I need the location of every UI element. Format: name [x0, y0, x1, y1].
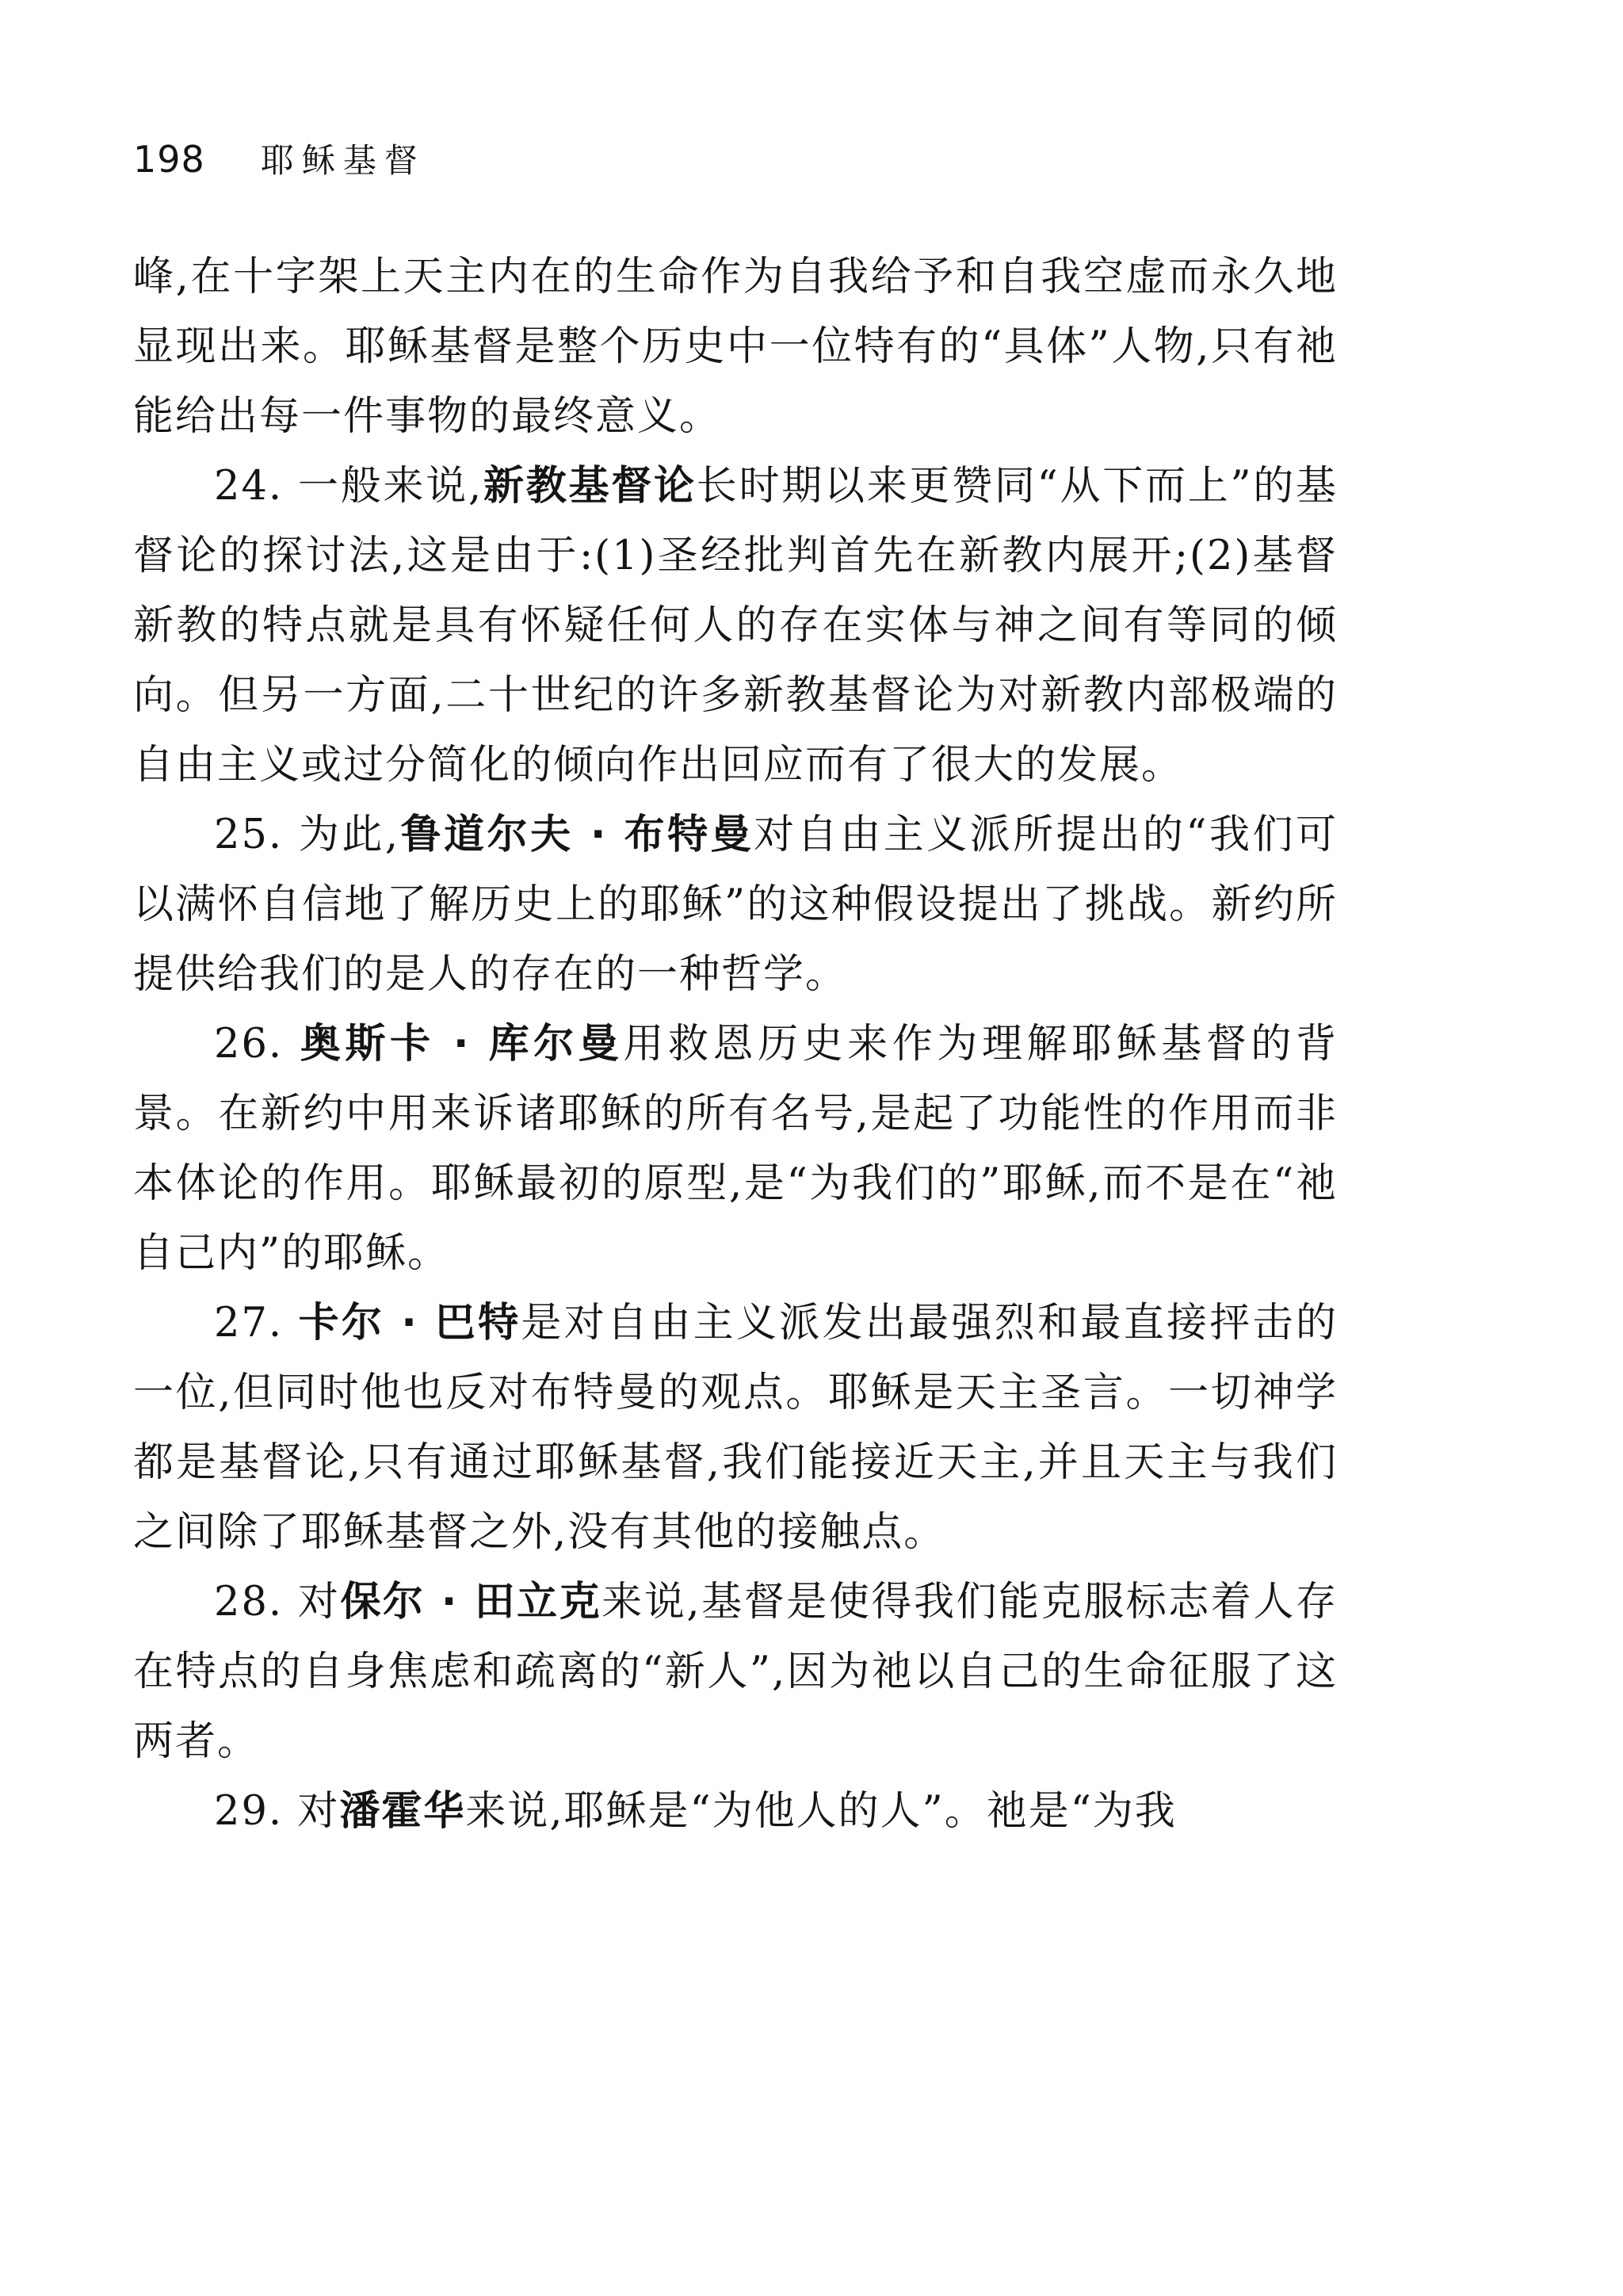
- text-run: 用救恩历史来作为理解耶稣基督的背景。在新约中用来诉诸耶稣的所有名号,是起了功能性的作用而非本体论的作用。耶稣最初的原型,是“为我们的”耶稣,而不是在“祂自己内”的耶稣。: [133, 1021, 1338, 1277]
- paragraph-continuation: [133, 243, 1338, 452]
- text-run: 26.: [214, 1021, 300, 1068]
- paragraph-24: [133, 452, 1338, 800]
- paragraph-29: [133, 1777, 1338, 1847]
- text-run: 28. 对: [214, 1579, 341, 1626]
- page-number: 198: [133, 138, 205, 181]
- text-run: 对自由主义派所提出的“我们可以满怀自信地了解历史上的耶稣”的这种假设提出了挑战。新约所提供给我们的是人的存在的一种哲学。: [133, 812, 1338, 998]
- text-run: 25. 为此,: [214, 812, 400, 858]
- text-run: 是对自由主义派发出最强烈和最直接抨击的一位,但同时他也反对布特曼的观点。耶稣是天主圣言。一切神学都是基督论,只有通过耶稣基督,我们能接近天主,并且天主与我们之间除了耶稣基督之外,没有其他的接触点。: [133, 1300, 1338, 1556]
- bold-term: 鲁道尔夫 · 布特曼: [399, 812, 754, 858]
- paragraph-26: [133, 1010, 1338, 1289]
- page-header: [133, 135, 426, 198]
- paragraph-28: [133, 1568, 1338, 1777]
- text-run: 29. 对: [214, 1788, 340, 1835]
- bold-term: 保尔 · 田立克: [340, 1579, 602, 1626]
- text-run: 来说,基督是使得我们能克服标志着人存在特点的自身焦虑和疏离的“新人”,因为祂以自己的生命征服了这两者。: [133, 1579, 1338, 1765]
- body-text: [133, 243, 1338, 1847]
- bold-term: 新教基督论: [483, 463, 697, 510]
- text-run: 峰,在十字架上天主内在的生命作为自我给予和自我空虚而永久地显现出来。耶稣基督是整个历史中一位特有的“具体”人物,只有祂能给出每一件事物的最终意义。: [133, 254, 1338, 440]
- text-run: 27.: [214, 1300, 299, 1347]
- paragraph-27: [133, 1289, 1338, 1568]
- text-run: 24. 一般来说,: [214, 463, 483, 510]
- bold-term: 潘霍华: [339, 1788, 466, 1835]
- text-run: 来说,耶稣是“为他人的人”。祂是“为我: [465, 1788, 1177, 1835]
- bold-term: 卡尔 · 巴特: [298, 1300, 521, 1347]
- paragraph-25: [133, 800, 1338, 1010]
- text-run: 长时期以来更赞同“从下而上”的基督论的探讨法,这是由于:(1)圣经批判首先在新教内展开;(2)基督新教的特点就是具有怀疑任何人的存在实体与神之间有等同的倾向。但另一方面,二十世纪的许多新教基督论为对新教内部极端的自由主义或过分简化的倾向作出回应而有了很大的发展。: [133, 463, 1338, 789]
- bold-term: 奥斯卡 · 库尔曼: [300, 1021, 624, 1068]
- running-title: 耶稣基督: [260, 141, 426, 180]
